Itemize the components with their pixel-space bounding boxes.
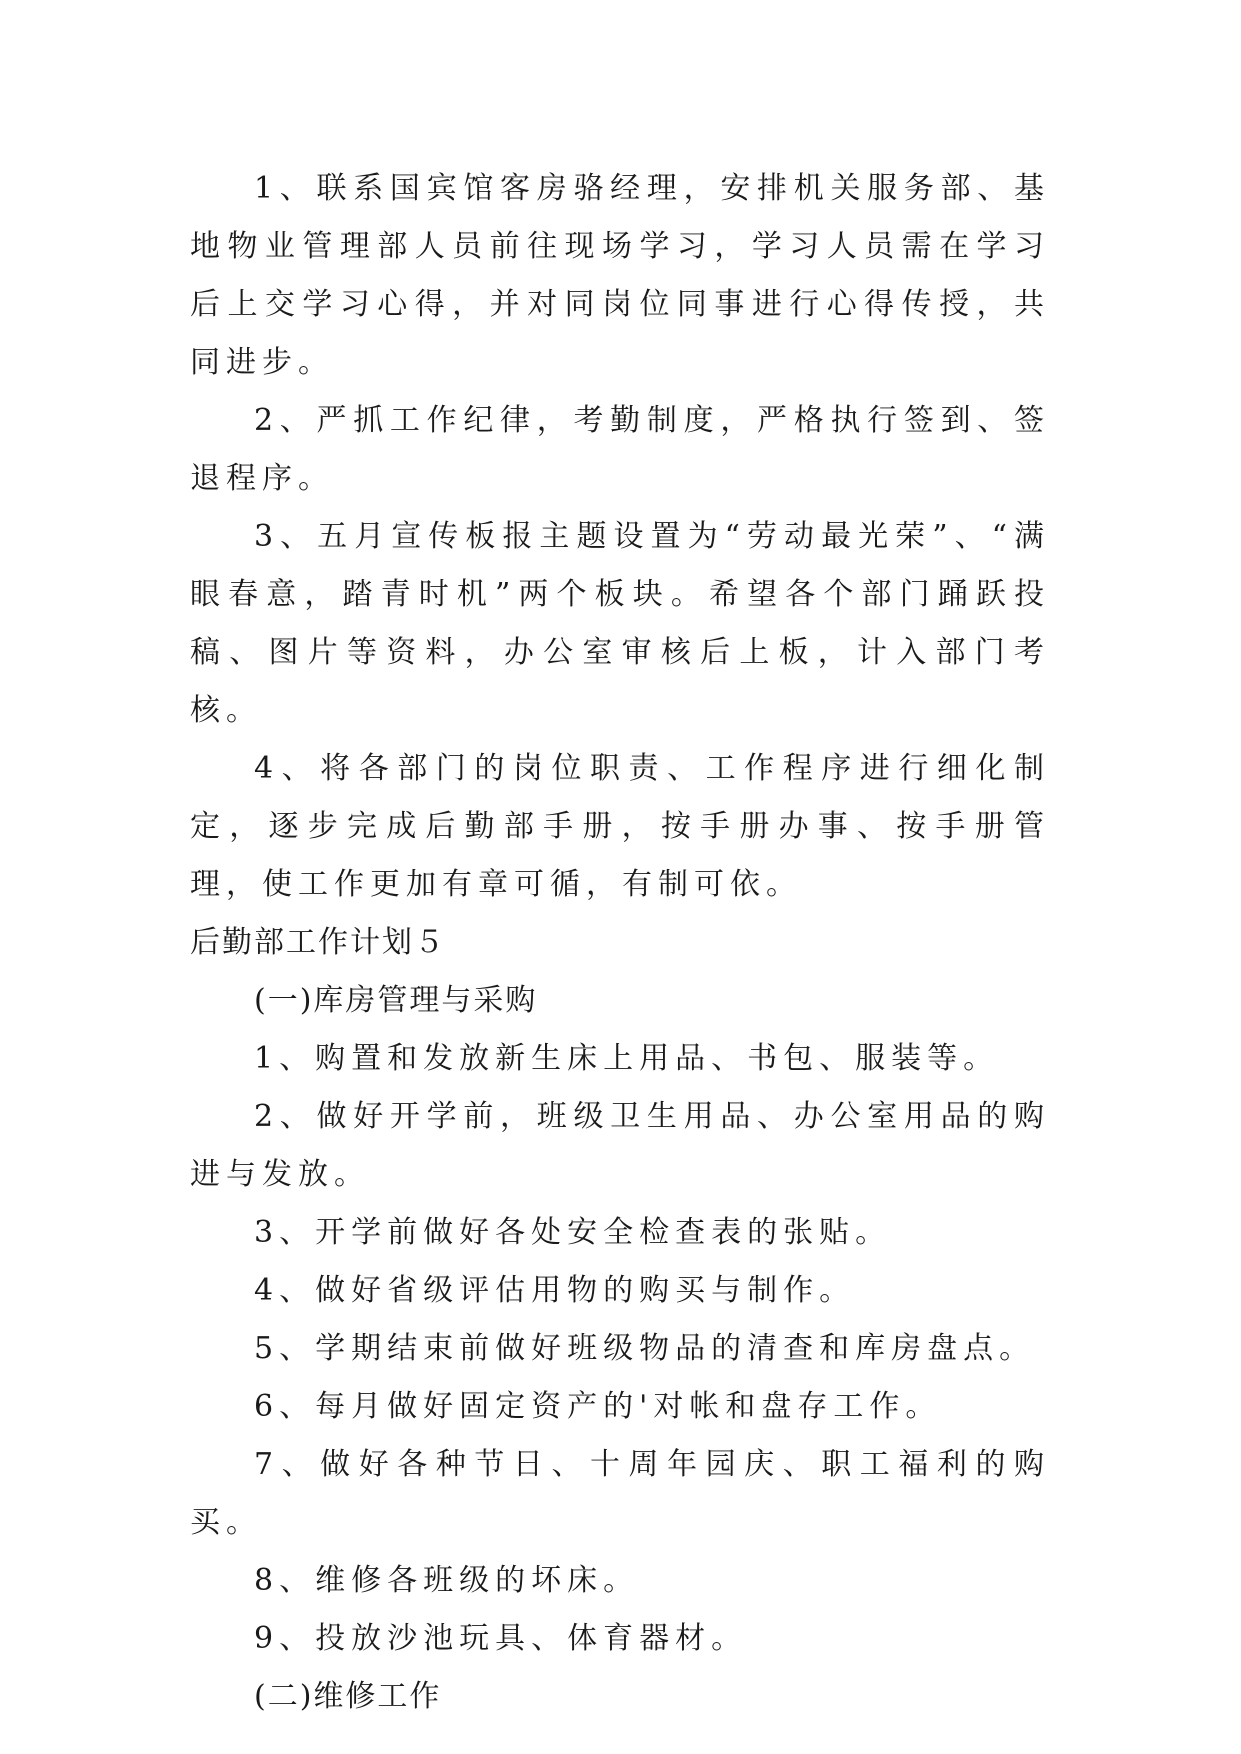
list-item: 8、维修各班级的坏床。: [254, 1563, 640, 1598]
subsection-heading-storage: (一)库房管理与采购: [254, 983, 538, 1018]
section-title: 后勤部工作计划５: [190, 925, 446, 960]
paragraph-3: 3、五月宣传板报主题设置为“劳动最光荣”、“满眼春意，踏青时机”两个板块。希望各个部门踊跃投稿、图片等资料，办公室审核后上板，计入部门考核。: [190, 519, 1050, 728]
list-item: 9、投放沙池玩具、体育器材。: [254, 1621, 748, 1656]
list-item: 3、开学前做好各处安全检查表的张贴。: [254, 1215, 892, 1250]
paragraph-1: 1、联系国宾馆客房骆经理，安排机关服务部、基地物业管理部人员前往现场学习，学习人员需在学习后上交学习心得，并对同岗位同事进行心得传授，共同进步。: [190, 171, 1050, 380]
list-item: 2、做好开学前，班级卫生用品、办公室用品的购进与发放。: [190, 1099, 1050, 1192]
subsection-heading-maintenance: (二)维修工作: [254, 1679, 442, 1714]
list-item: 6、每月做好固定资产的'对帐和盘存工作。: [254, 1389, 942, 1424]
list-item: 7、做好各种节日、十周年园庆、职工福利的购买。: [190, 1447, 1050, 1540]
document-body: [190, 160, 1050, 1726]
paragraph-2: 2、严抓工作纪律，考勤制度，严格执行签到、签退程序。: [190, 403, 1050, 496]
paragraph-4: 4、将各部门的岗位职责、工作程序进行细化制定，逐步完成后勤部手册，按手册办事、按手册管理，使工作更加有章可循，有制可依。: [190, 751, 1050, 902]
list-item: 4、做好省级评估用物的购买与制作。: [254, 1273, 856, 1308]
list-item: 1、购置和发放新生床上用品、书包、服装等。: [254, 1041, 1000, 1076]
list-item: 5、学期结束前做好班级物品的清查和库房盘点。: [254, 1331, 1036, 1366]
